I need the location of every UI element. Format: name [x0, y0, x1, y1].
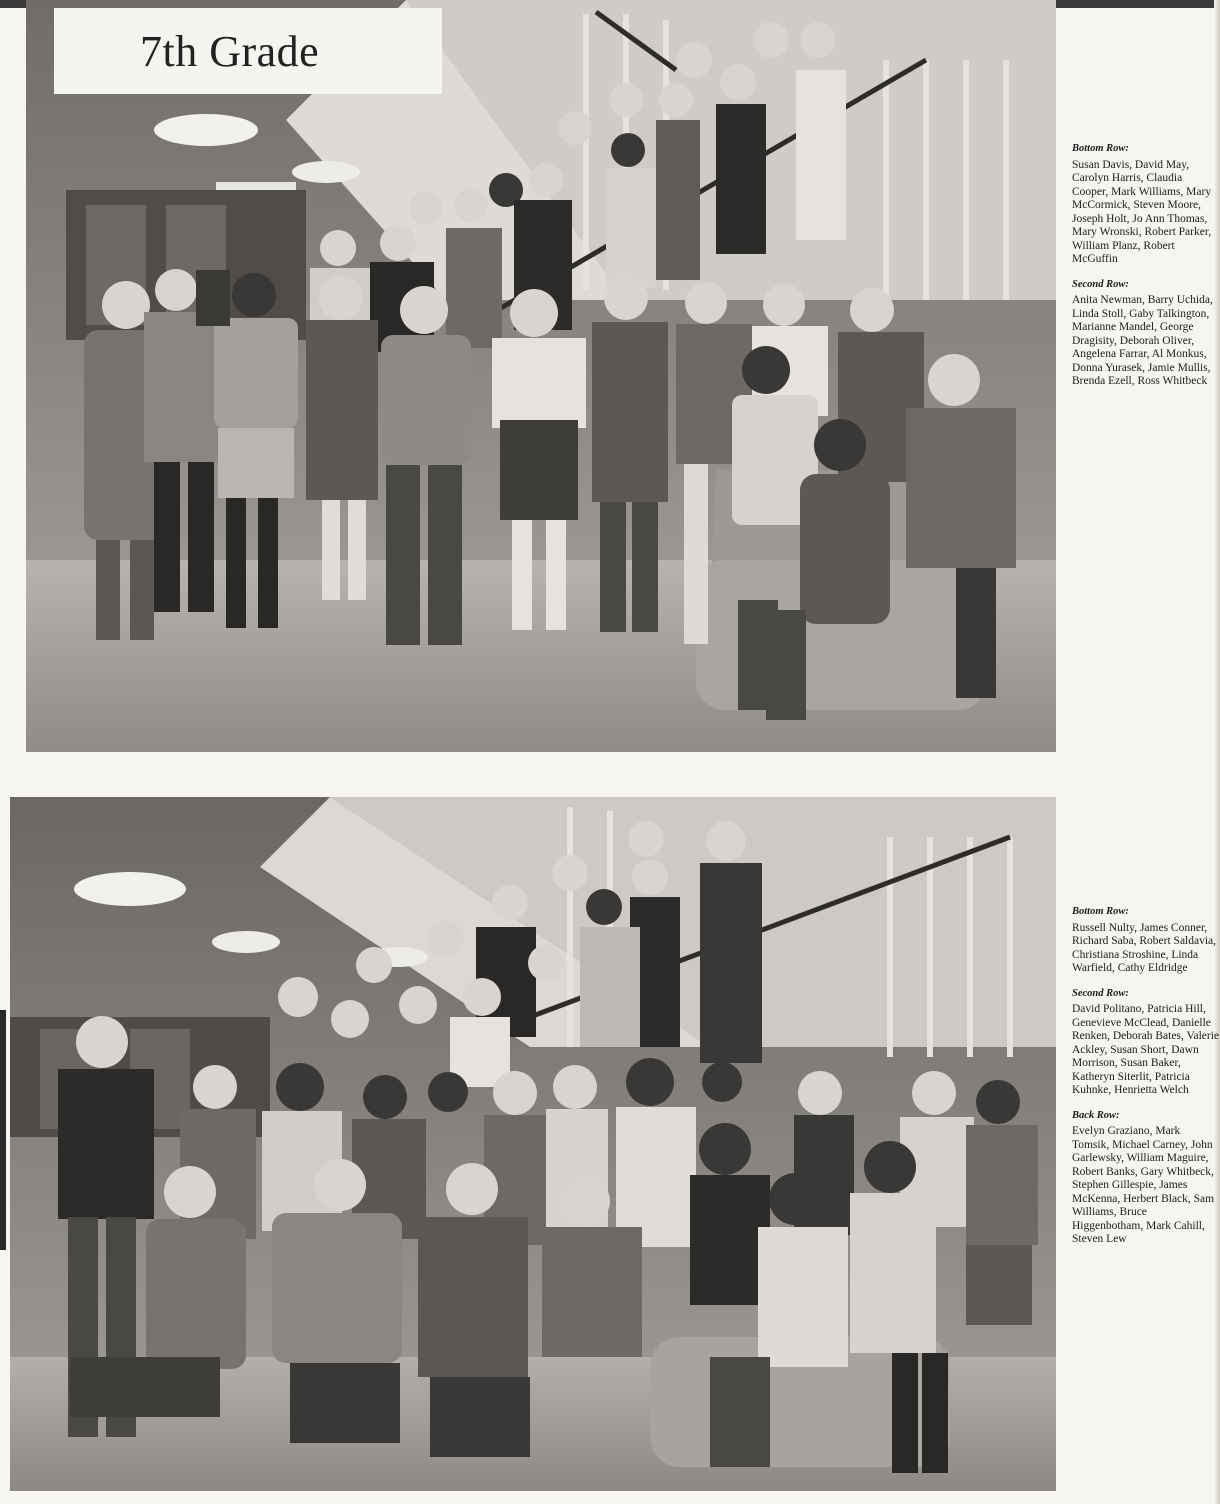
caption-top	[1072, 142, 1220, 400]
class-photo-bottom	[10, 797, 1056, 1491]
class-photo-top	[26, 0, 1056, 752]
row-heading: Second Row:	[1072, 278, 1129, 290]
row-names: Evelyn Graziano, Mark Tomsik, Michael Carney, John Garlewsky, William Maguire, Robert Banks, Gary Whitbeck, Stephen Gillespie, James McKenna, Herbert Black, Sam Williams, Bruce Higgenbotham, Mark Cahill, Steven Lew	[1072, 1125, 1215, 1245]
row-names: David Politano, Patricia Hill, Genevieve McClead, Danielle Renken, Deborah Bates, Valerie Ackley, Susan Short, Dawn Morrison, Susan Baker, Katheryn Siterlit, Patricia Kuhnke, Henrietta Welch	[1072, 1003, 1220, 1096]
row-names: Russell Nulty, James Conner, Richard Saba, Robert Saldavia, Christiana Stroshine, Linda Warfield, Cathy Eldridge	[1072, 921, 1217, 974]
row-names: Anita Newman, Barry Uchida, Linda Stoll, Gaby Talkington, Marianne Mandel, George Dragisity, Deborah Oliver, Angelena Farrar, Al Monkus, Donna Yurasek, Jamie Mullis, Brenda Ezell, Ross Whitbeck	[1072, 294, 1213, 387]
caption-bottom	[1072, 905, 1220, 1258]
row-heading: Second Row:	[1072, 987, 1129, 999]
row-heading: Bottom Row:	[1072, 906, 1129, 917]
page-title: 7th Grade	[54, 8, 442, 94]
row-heading: Bottom Row:	[1072, 143, 1129, 154]
page-edge-mark	[0, 1010, 6, 1250]
row-names: Susan Davis, David May, Carolyn Harris, Claudia Cooper, Mark Williams, Mary McCormick, Steven Moore, Joseph Holt, Jo Ann Thomas, Mary Wronski, Robert Parker, William Planz, Robert McGuffin	[1072, 158, 1212, 265]
row-heading: Back Row:	[1072, 1109, 1120, 1121]
